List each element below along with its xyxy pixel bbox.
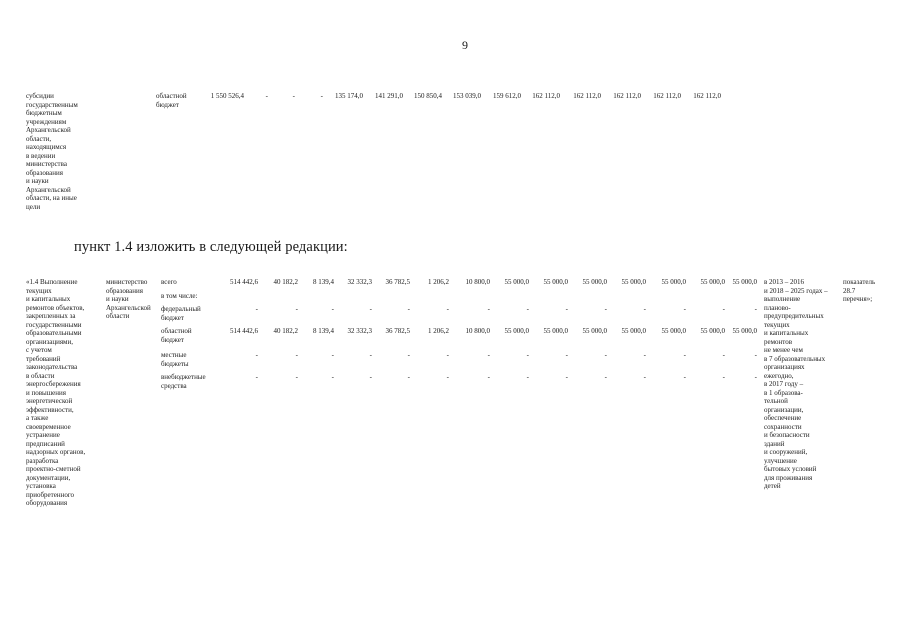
item-name-line: оборудования — [26, 499, 68, 507]
item-indicator-line: 28.7 — [843, 286, 856, 295]
item-name-line: эффективности, — [26, 405, 74, 414]
item-indicator-line: перечня»; — [843, 295, 873, 303]
item-name-line: «1.4 Выполнение — [26, 278, 78, 286]
top-row-name-line: находящимся — [26, 143, 67, 151]
table-cell: 153 039,0 — [453, 92, 481, 100]
item-executor-line: области — [106, 312, 130, 320]
top-row-name-line: министерства — [26, 160, 67, 168]
item-name-line: законодательства — [26, 363, 78, 371]
table-cell: - — [407, 351, 410, 359]
table-cell: 141 291,0 — [375, 92, 403, 100]
table-cell: 55 000,0 — [582, 327, 607, 335]
item-1-4-executor — [106, 278, 160, 321]
table-cell: - — [369, 305, 372, 313]
instruction-heading: пункт 1.4 изложить в следующей редакции: — [74, 239, 348, 255]
table-cell: 55 000,0 — [700, 278, 725, 286]
table-cell: - — [526, 373, 529, 381]
top-row-name-line: образования — [26, 168, 63, 177]
table-cell: - — [292, 92, 295, 100]
item-result-line: зданий — [764, 439, 785, 448]
table-cell: - — [683, 351, 686, 359]
top-row-name-line: цели — [26, 202, 41, 211]
item-result-line: ежегодно, — [764, 371, 794, 380]
source-line: областной — [161, 327, 192, 335]
item-1-4-name — [26, 278, 104, 508]
table-cell: 55 000,0 — [582, 278, 607, 286]
item-name-line: а также — [26, 414, 49, 422]
table-cell: 1 206,2 — [428, 327, 449, 335]
table-cell: - — [754, 373, 757, 381]
item-name-line: образовательными — [26, 329, 82, 337]
top-row-name-line: государственным — [26, 100, 78, 109]
item-name-line: разработка — [26, 456, 59, 465]
table-row-source — [161, 373, 221, 390]
item-name-line: и капитальных — [26, 295, 71, 303]
table-cell: 55 000,0 — [543, 327, 568, 335]
table-cell: - — [643, 305, 646, 313]
table-cell: - — [446, 305, 449, 313]
item-name-line: в области — [26, 371, 55, 380]
item-result-line: планово- — [764, 303, 791, 312]
table-cell: - — [604, 373, 607, 381]
item-result-line: ремонтов — [764, 337, 793, 346]
item-result-line: в 7 образовательных — [764, 354, 826, 363]
item-result-line: предупредительных — [764, 312, 824, 320]
page-number: 9 — [462, 38, 468, 52]
item-executor-line: и науки — [106, 295, 129, 303]
table-cell: 55 000,0 — [504, 327, 529, 335]
table-cell: 514 442,6 — [230, 327, 258, 335]
source-line: всего — [161, 278, 177, 286]
item-1-4-result — [764, 278, 840, 491]
item-executor-line: образования — [106, 286, 143, 295]
source-line: федеральный — [161, 305, 201, 313]
table-cell: 40 182,2 — [273, 327, 298, 335]
table-row-source — [161, 351, 221, 368]
table-cell: - — [683, 373, 686, 381]
table-cell: 8 139,4 — [313, 278, 334, 286]
table-cell: - — [722, 305, 725, 313]
table-cell: - — [526, 305, 529, 313]
table-cell: - — [331, 351, 334, 359]
item-name-line: приобретенного — [26, 490, 75, 499]
table-cell: - — [446, 351, 449, 359]
item-result-line: улучшение — [764, 456, 797, 465]
table-cell: - — [754, 305, 757, 313]
table-cell: - — [565, 351, 568, 359]
item-result-line: не менее чем — [764, 346, 803, 354]
table-row-source — [161, 305, 221, 322]
table-cell: 10 800,0 — [465, 278, 490, 286]
table-cell: 55 000,0 — [661, 327, 686, 335]
table-cell: 32 332,3 — [347, 278, 372, 286]
table-cell: - — [295, 351, 298, 359]
table-cell: 55 000,0 — [621, 278, 646, 286]
item-name-line: энергосбережения — [26, 380, 81, 388]
item-result-line: детей — [764, 482, 781, 490]
top-row-source — [156, 92, 206, 109]
table-cell: 40 182,2 — [273, 278, 298, 286]
table-cell: - — [487, 305, 490, 313]
item-result-line: организации, — [764, 405, 804, 414]
item-result-line: для проживания — [764, 473, 813, 482]
top-row-source-line: областной — [156, 92, 187, 100]
top-row-source-line: бюджет — [156, 100, 179, 109]
table-cell: - — [643, 373, 646, 381]
table-cell: 1 550 526,4 — [210, 92, 244, 100]
item-name-line: надзорных органов, — [26, 448, 86, 456]
table-cell: 135 174,0 — [335, 92, 363, 100]
table-row-source — [161, 278, 221, 287]
top-row-name-line: учреждениям — [26, 117, 67, 126]
item-executor-line: министерство — [106, 278, 148, 286]
table-cell: 162 112,0 — [532, 92, 560, 100]
table-cell: 55 000,0 — [504, 278, 529, 286]
table-cell: - — [265, 92, 268, 100]
item-name-line: устранение — [26, 431, 60, 439]
table-cell: - — [643, 351, 646, 359]
table-cell: - — [369, 351, 372, 359]
item-result-line: в 1 образова- — [764, 388, 803, 397]
item-result-line: в 2013 – 2016 — [764, 278, 805, 286]
table-cell: - — [446, 373, 449, 381]
table-row-source — [161, 327, 221, 344]
table-cell: 514 442,6 — [230, 278, 258, 286]
item-name-line: своевременное — [26, 422, 71, 431]
source-line: в том числе: — [161, 292, 198, 300]
item-result-line: и сооружений, — [764, 448, 808, 456]
table-row-source — [161, 292, 221, 301]
table-cell: - — [295, 373, 298, 381]
item-result-line: бытовых условий — [764, 465, 817, 473]
table-cell: - — [565, 373, 568, 381]
table-cell: - — [683, 305, 686, 313]
table-cell: - — [565, 305, 568, 313]
item-name-line: требований — [26, 354, 61, 363]
table-cell: 32 332,3 — [347, 327, 372, 335]
table-cell: 55 000,0 — [661, 278, 686, 286]
table-cell: - — [604, 305, 607, 313]
table-cell: 55 000,0 — [732, 327, 757, 335]
table-cell: - — [331, 305, 334, 313]
item-name-line: предписаний — [26, 439, 65, 448]
table-cell: 55 000,0 — [543, 278, 568, 286]
item-result-line: и 2018 – 2025 годах – — [764, 286, 828, 295]
item-name-line: установка — [26, 482, 56, 490]
table-cell: - — [255, 373, 258, 381]
table-cell: - — [722, 351, 725, 359]
item-result-line: выполнение — [764, 295, 801, 303]
item-name-line: закрепленных за — [26, 312, 76, 320]
item-name-line: текущих — [26, 286, 52, 295]
table-cell: 159 612,0 — [493, 92, 521, 100]
item-name-line: и повышения — [26, 388, 66, 397]
table-cell: 55 000,0 — [621, 327, 646, 335]
item-name-line: государственными — [26, 320, 82, 329]
table-cell: - — [255, 351, 258, 359]
top-row-name-line: субсидии — [26, 92, 54, 100]
table-cell: - — [369, 373, 372, 381]
table-cell: 36 782,5 — [385, 327, 410, 335]
table-cell: 36 782,5 — [385, 278, 410, 286]
source-line: бюджеты — [161, 359, 189, 368]
item-result-line: организациях — [764, 363, 805, 371]
item-result-line: в 2017 году – — [764, 380, 804, 388]
table-cell: - — [487, 373, 490, 381]
source-line: бюджет — [161, 335, 184, 344]
top-row-name-line: Архангельской — [26, 185, 71, 194]
item-result-line: и капитальных — [764, 329, 809, 337]
table-cell: - — [722, 373, 725, 381]
item-name-line: проектно-сметной — [26, 465, 81, 473]
source-line: внебюджетные — [161, 373, 206, 381]
table-cell: - — [754, 351, 757, 359]
table-cell: 55 000,0 — [700, 327, 725, 335]
item-result-line: текущих — [764, 320, 790, 329]
source-line: средства — [161, 381, 187, 390]
table-cell: 150 850,4 — [414, 92, 442, 100]
table-cell: 55 000,0 — [732, 278, 757, 286]
table-cell: 162 112,0 — [613, 92, 641, 100]
table-cell: 1 206,2 — [428, 278, 449, 286]
item-name-line: организациями, — [26, 337, 73, 346]
source-line: бюджет — [161, 313, 184, 322]
item-executor-line: Архангельской — [106, 303, 151, 312]
table-cell: 8 139,4 — [313, 327, 334, 335]
table-cell: - — [331, 373, 334, 381]
top-row-name-line: Архангельской — [26, 126, 71, 134]
table-cell: - — [487, 351, 490, 359]
item-indicator-line: показатель — [843, 278, 876, 286]
table-cell: - — [320, 92, 323, 100]
table-cell: - — [526, 351, 529, 359]
top-row-name-line: бюджетным — [26, 109, 62, 117]
top-row-name-line: области, на иные — [26, 194, 77, 202]
top-row-name-line: в ведении — [26, 151, 56, 160]
item-result-line: обеспечение — [764, 414, 802, 422]
table-cell: 162 112,0 — [693, 92, 721, 100]
table-cell: - — [604, 351, 607, 359]
item-result-line: сохранности — [764, 422, 802, 431]
item-name-line: документации, — [26, 473, 71, 482]
item-name-line: с учетом — [26, 346, 52, 354]
item-name-line: энергетической — [26, 397, 73, 405]
item-result-line: тельной — [764, 397, 788, 405]
table-cell: - — [407, 305, 410, 313]
table-cell: 162 112,0 — [573, 92, 601, 100]
top-row-name — [26, 92, 116, 211]
table-cell: - — [295, 305, 298, 313]
item-name-line: ремонтов объектов, — [26, 303, 85, 312]
item-1-4-indicator — [843, 278, 893, 304]
top-row-name-line: области, — [26, 134, 52, 143]
item-result-line: и безопасности — [764, 431, 810, 439]
table-cell: 162 112,0 — [653, 92, 681, 100]
source-line: местные — [161, 351, 187, 359]
top-row-name-line: и науки — [26, 177, 49, 185]
table-cell: 10 800,0 — [465, 327, 490, 335]
table-cell: - — [407, 373, 410, 381]
table-cell: - — [255, 305, 258, 313]
